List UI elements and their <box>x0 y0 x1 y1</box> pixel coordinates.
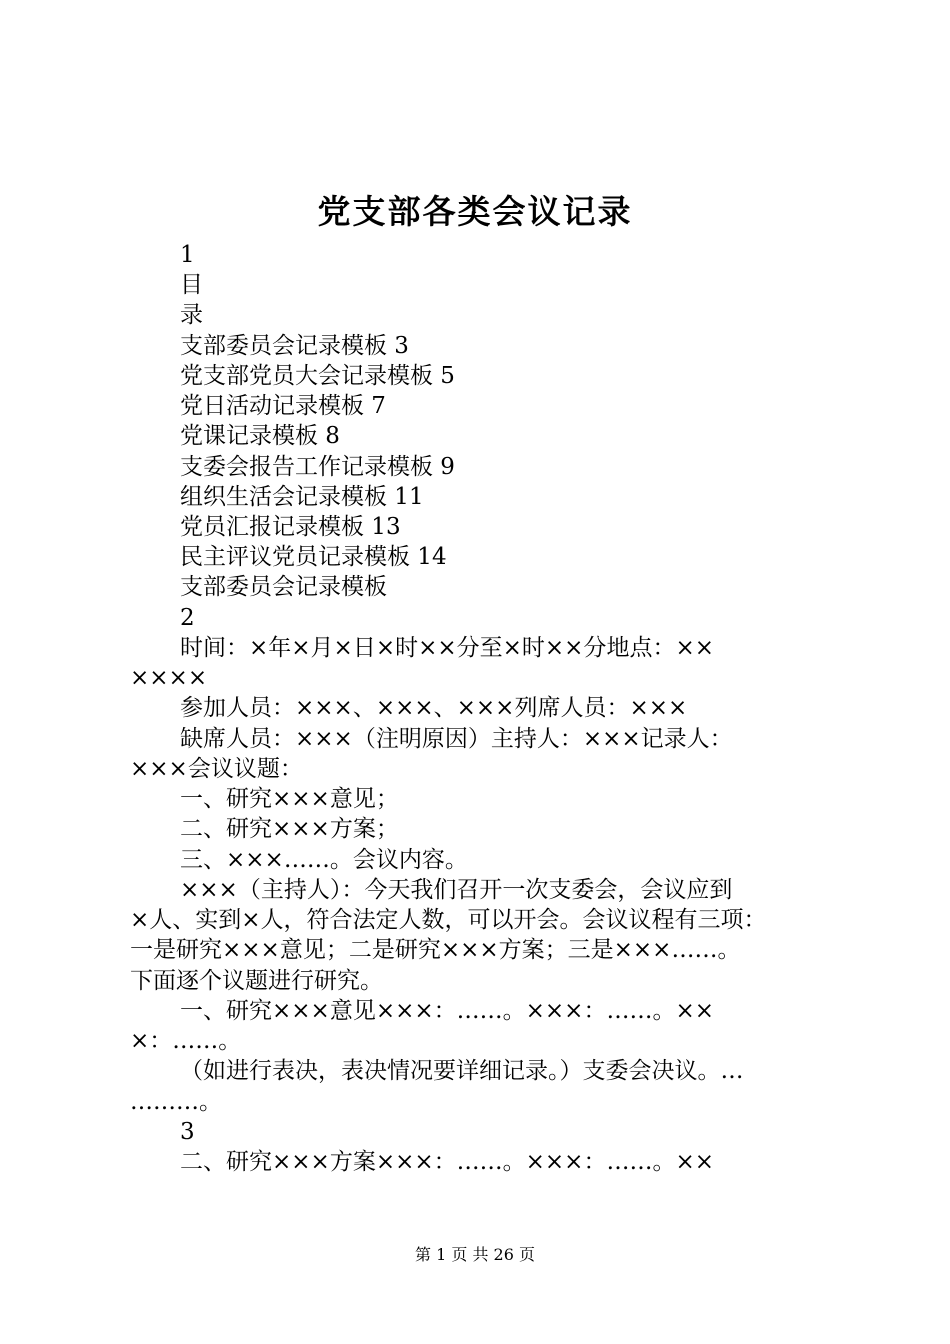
page-marker: 1 <box>180 242 195 268</box>
document-title: 党支部各类会议记录 <box>317 192 633 231</box>
body-line: 缺席人员：×××（注明原因）主持人：×××记录人： <box>180 726 733 752</box>
toc-entry: 民主评议党员记录模板 14 <box>180 544 447 570</box>
toc-entry: 党课记录模板 8 <box>180 423 340 449</box>
body-line: 下面逐个议题进行研究。 <box>130 968 383 994</box>
body-line: 一、研究×××意见； <box>180 786 399 812</box>
body-line: 参加人员：×××、×××、×××列席人员：××× <box>180 695 688 721</box>
body-line: ………。 <box>130 1089 222 1115</box>
toc-heading: 录 <box>180 302 203 328</box>
body-line: ×××× <box>130 665 208 691</box>
page-marker: 2 <box>180 605 195 631</box>
toc-entry: 党员汇报记录模板 13 <box>180 514 401 540</box>
section-heading: 支部委员会记录模板 <box>180 574 387 600</box>
body-line: ×人、实到×人，符合法定人数，可以开会。会议议程有三项： <box>130 907 767 933</box>
toc-entry: 党日活动记录模板 7 <box>180 393 386 419</box>
page-footer: 第 1 页 共 26 页 <box>415 1245 535 1264</box>
body-line: ×××（主持人）：今天我们召开一次支委会，会议应到 <box>180 877 733 903</box>
body-line: 一是研究×××意见；二是研究×××方案；三是×××……。 <box>130 937 741 963</box>
body-line: 二、研究×××方案； <box>180 816 399 842</box>
body-line: 三、×××……。会议内容。 <box>180 847 468 873</box>
toc-entry: 组织生活会记录模板 11 <box>180 484 424 510</box>
body-line: ×：……。 <box>130 1028 242 1054</box>
body-line: 时间：×年×月×日×时××分至×时××分地点：×× <box>180 635 714 661</box>
toc-entry: 支部委员会记录模板 3 <box>180 333 409 359</box>
body-line: （如进行表决，表决情况要详细记录。）支委会决议。… <box>180 1058 744 1084</box>
body-line: 二、研究×××方案×××：……。×××：……。×× <box>180 1149 714 1175</box>
toc-heading: 目 <box>180 272 203 298</box>
toc-entry: 支委会报告工作记录模板 9 <box>180 454 455 480</box>
body-line: 一、研究×××意见×××：……。×××：……。×× <box>180 998 714 1024</box>
toc-entry: 党支部党员大会记录模板 5 <box>180 363 455 389</box>
page-marker: 3 <box>180 1119 195 1145</box>
body-line: ×××会议议题： <box>130 756 303 782</box>
